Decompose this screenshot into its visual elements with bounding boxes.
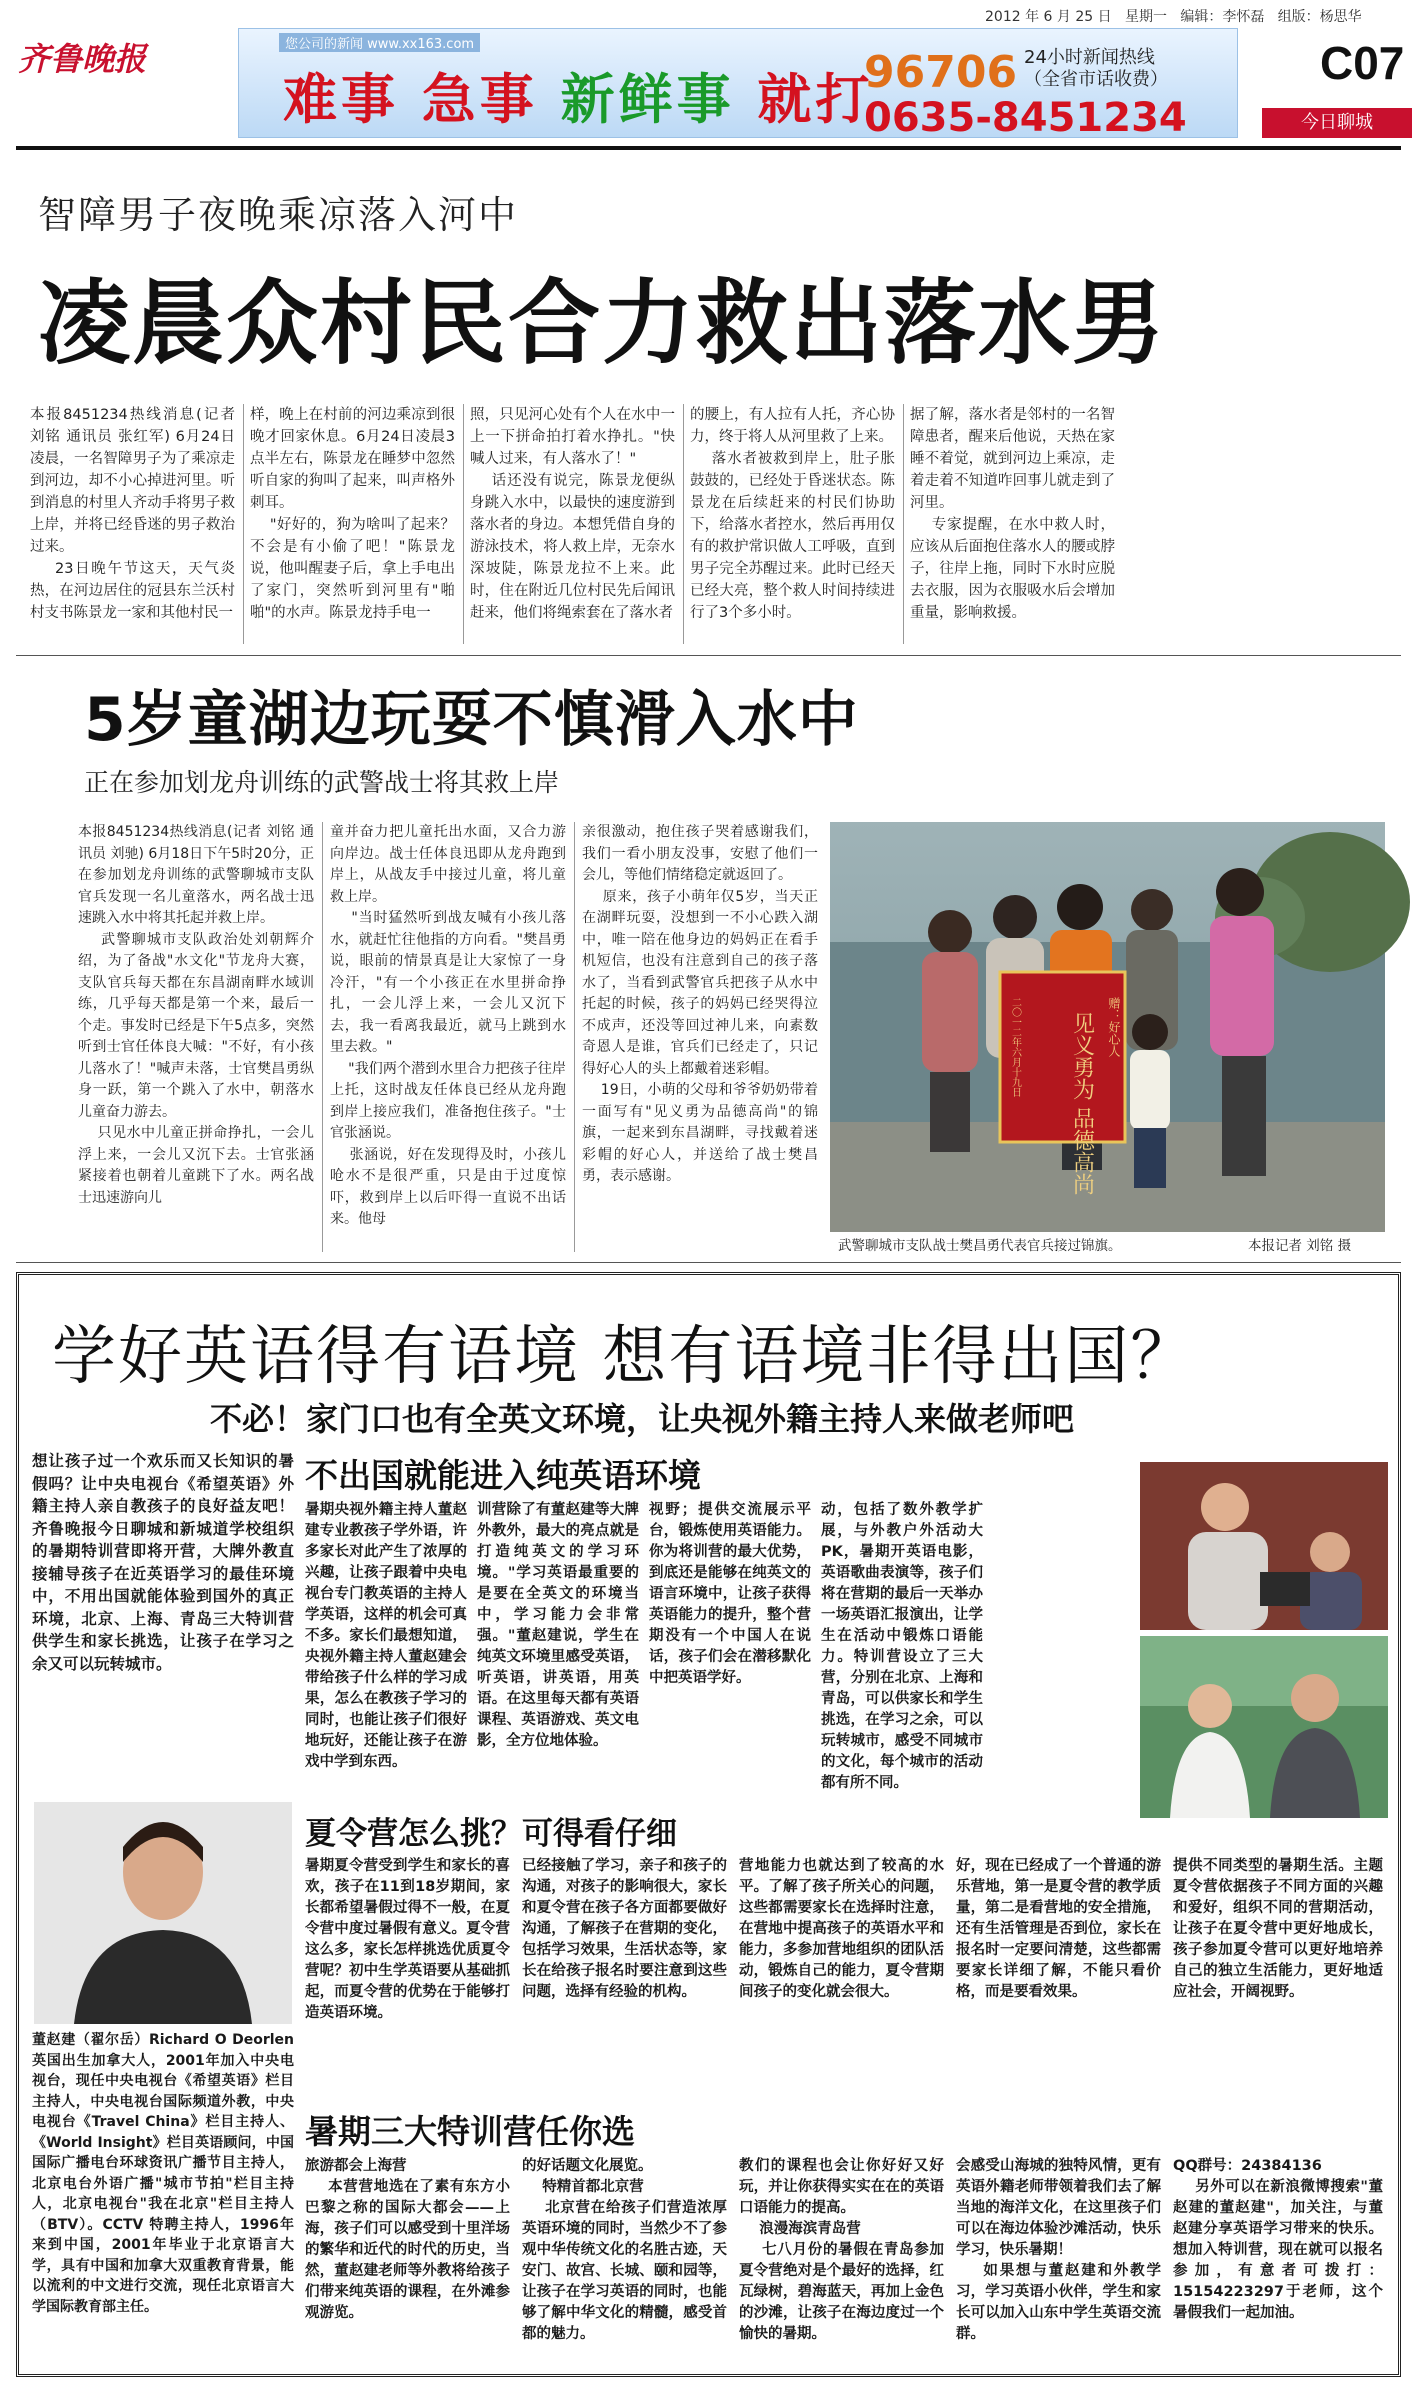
story2-col-2: 童并奋力把儿童托出水面，又合力游向岸边。战士任体良迅即从龙舟跑到岸上，从战友手中接过儿童，将儿童救上岸。 "当时猛然听到战友喊有小孩儿落水，就赶忙往他指的方向看。"樊昌勇说，眼前的情景真是让大家惊了一身冷汗，"有一个小孩正在水里拼命挣扎，一会儿浮上来，一会儿又沉下去，我一看离我最近，就马上跳到水里去救。" "我们两个潜到水里合力把孩子往岸上托，这时战友任体良已经从龙舟跑到岸上接应我们，准备抱住孩子。"士官张涵说。 张涵说，好在发现得及时，小孩儿呛水不是很严重，只是由于过度惊吓，救到岸上以后吓得一直说不出话来。他母 [330, 824, 566, 1227]
rescue-photo [830, 822, 1385, 1232]
banner-slogan-part3: 就打 [734, 68, 874, 131]
ad-s2-col-3: 营地能力也就达到了较高的水平。了解了孩子所关心的问题，这些都需要家长在选择时注意，在营地中提高孩子的英语水平和能力，多参加营地组织的团队活动，锻炼自己的能力，夏令营期间孩子的变化就会很大。 [739, 1858, 944, 2000]
ad-s2-col-1: 暑期夏令营受到学生和家长的喜欢，孩子在11到18岁期间，家长都希望暑假过得不一般，在夏令营中度过暑假有意义。夏令营这么多，家长怎样挑选优质夏令营呢？初中生学英语要从基础抓起，而夏令营的优势在于能够打造英语环境。 [305, 1858, 510, 2021]
hotline-notes [1024, 47, 1168, 91]
host-bio: 董赵建（翟尔岳）Richard O Deorlen 英国出生加拿大人，2001年加入中央电视台，现任中央电视台《希望英语》栏目主持人，中央电视台国际频道外教，中央电视台《Travel China》栏目主持人、《World Insight》栏目英语顾问，中国国际广播电台环球资讯广播节目主持人，北京电台外语广播"城市节拍"栏目主持人，北京电视台"我在北京"栏目主持人（BTV）。CCTV 特聘主持人，1996年来到中国，2001年毕业于北京语言大学，具有中国和加拿大双重教育背景，能以流利的中文进行交流，现任北京语言大学国际教育部主任。 [32, 2032, 299, 2315]
story1-headline: 凌晨众村民合力救出落水男 [38, 270, 1167, 377]
class-photo-2-scene [1140, 1636, 1388, 1818]
class-photo-1-scene [1140, 1462, 1388, 1630]
banner-small-text: 您公司的新闻 www.xx163.com [279, 33, 480, 52]
banner-slogan-part2: 新鲜事 [560, 68, 735, 131]
story1-col-2: 样，晚上在村前的河边乘凉到很晚才回家休息。6月24日凌晨3点半左右，陈景龙在睡梦中忽然听自家的狗叫了起来，叫声格外刺耳。 "好好的，狗为啥叫了起来？不会是有小偷了吧！"陈景龙说，他叫醒妻子后，拿上手电出了家门，突然听到河里有"啪啪"的水声。陈景龙持手电一 [250, 407, 456, 621]
banner-side-text: 赠：好心人 [1107, 997, 1121, 1057]
class-photo-1 [1140, 1462, 1388, 1630]
masthead-logo: 齐鲁晚报 [18, 40, 147, 78]
hotline-number-short: 96706 [864, 47, 1018, 98]
host-portrait-figure [34, 1802, 292, 2024]
ad-section-heading-2: 夏令营怎么挑？可得看仔细 [305, 1816, 677, 1852]
hotline-banner [238, 28, 1238, 141]
ad-s1-col-1: 暑期央视外籍主持人董赵建专业教孩子学外语，许多家长对此产生了浓厚的兴趣，让孩子跟着中央电视台专门教英语的主持人学英语，这样的机会可真不多。家长们最想知道，央视外籍主持人董赵建会带给孩子什么样的学习成果，怎么在教孩子学习的同时，也能让孩子们很好地玩好，还能让孩子在游戏中学到东西。 [305, 1502, 467, 1770]
section-label: 今日聊城 [1262, 108, 1412, 138]
class-photo-2 [1140, 1636, 1388, 1818]
layout-credit: 组版：杨思华 [1277, 9, 1362, 25]
ad-s3-col-1: 旅游都会上海营 本营营地选在了素有东方小巴黎之称的国际大都会——上海，孩子们可以感受到十里洋场的繁华和近代的时代的历史，当然，董赵建老师等外教将给孩子们带来纯英语的课程，在外滩参观游览。 [305, 2158, 510, 2321]
story2-col-3: 亲很激动，抱住孩子哭着感谢我们，我们一看小朋友没事，安慰了他们一会儿，等他们情绪稳定就返回了。 原来，孩子小萌年仅5岁，当天正在湖畔玩耍，没想到一不小心跌入湖中，唯一陪在他身边的妈妈正在看手机短信，也没有注意到自己的孩子落水了，当看到武警官兵把孩子从水中托起的时候，孩子的妈妈已经哭得泣不成声，还没等回过神儿来，向素数奇恩人是谁，官兵们已经走了，只记得好心人的头上都戴着迷彩帽。 19日，小萌的父母和爷爷奶奶带着一面写有"见义勇为品德高尚"的锦旗，一起来到东昌湖畔，寻找戴着迷彩帽的好心人，并送给了战士樊昌勇，表示感谢。 [582, 824, 818, 1184]
column-divider [903, 404, 904, 644]
ad-headline: 学好英语得有语境 想有语境非得出国？ [52, 1320, 1197, 1394]
rescue-photo-scene [830, 822, 1385, 1232]
ad-s1-col-3: 视野；提供交流展示平台，锻炼使用英语能力。你为将训营的最大优势，到底还是能够在纯英文的语言环境中，让孩子获得英语能力的提升，整个营期没有一个中国人在说话，孩子们会在潜移默化中把英语学好。 [649, 1502, 811, 1686]
ad-s2-col-4: 好，现在已经成了一个普通的游乐营地，第一是夏令营的教学质量，第二是看营地的安全措施，还有生活管理是否到位，家长在报名时一定要问清楚，这些都需要家长详细了解，不能只看价格，而是要看效果。 [956, 1858, 1161, 2000]
ad-section-heading-1: 不出国就能进入纯英语环境 [305, 1456, 701, 1495]
page-code: C07 [1320, 37, 1405, 89]
ad-s3-col-2: 的好话题文化展览。 特精首都北京营 北京营在给孩子们营造浓厚英语环境的同时，当然少不了参观中华传统文化的名胜古迹，天安门、故宫、长城、颐和园等，让孩子在学习英语的同时，也能够了解中华文化的精髓，感受首都的魅力。 [522, 2158, 727, 2342]
ad-subhead: 不必！家门口也有全英文环境，让央视外籍主持人来做老师吧 [210, 1400, 1075, 1438]
hotline-note-2: （全省市话收费） [1024, 69, 1168, 90]
column-divider [683, 404, 684, 644]
hotline-note-1: 24小时新闻热线 [1024, 47, 1155, 68]
hotline-number-long: 0635-8451234 [864, 95, 1187, 141]
ad-s2-col-5: 提供不同类型的暑期生活。主题夏令营依据孩子不同方面的兴趣和爱好，组织不同的营期活动，让孩子在夏令营中更好地成长，孩子参加夏令营可以更好地培养自己的独立生活能力，更好地适应社会，开阔视野。 [1173, 1858, 1383, 2000]
banner-date: 二〇一二年六月十九日 [1009, 997, 1021, 1097]
story1-col-3: 照，只见河心处有个人在水中一上一下拼命拍打着水挣扎。"快喊人过来，有人落水了！" 话还没有说完，陈景龙便纵身跳入水中，以最快的速度游到落水者的身边。本想凭借自身的游泳技术，将人救上岸，无奈水深坡陡，陈景龙拉不上来。此时，住在附近几位村民先后闻讯赶来，他们将绳索套在了落水者 [470, 407, 676, 621]
story1-kicker: 智障男子夜晚乘凉落入河中 [38, 193, 519, 237]
ad-s3-col-3: 教们的课程也会让你好好又好玩，并让你获得实实在在的英语口语能力的提高。 浪漫海滨青岛营 七八月份的暑假在青岛参加夏令营绝对是个最好的选择，红瓦绿树，碧海蓝天，再加上金色的沙滩，让孩子在海边度过一个愉快的暑期。 [739, 2158, 944, 2342]
ad-s2-col-2: 已经接触了学习，亲子和孩子的沟通，对孩子的影响很大，家长和夏令营在孩子各方面都要做好沟通，了解孩子在营期的变化，包括学习效果，生活状态等，家长在给孩子报名时要注意到这些问题，选择有经验的机构。 [522, 1858, 727, 2000]
story-divider [16, 655, 1401, 656]
story2-headline: 5岁童湖边玩耍不慎滑入水中 [84, 685, 859, 755]
ad-section-heading-3: 暑期三大特训营任你选 [305, 2112, 635, 2151]
story1-col-4: 的腰上，有人拉有人托，齐心协力，终于将人从河里救了上来。 落水者被救到岸上，肚子胀鼓鼓的，已经处于昏迷状态。陈景龙在后续赶来的村民们协助下，给落水者控水，然后再用仅有的救护常识做人工呼吸，直到男子完全苏醒过来。此时已经天已经大亮，整个救人时间持续进行了3个多小时。 [690, 407, 896, 621]
ad-s3-col-5: QQ群号：24384136 另外可以在新浪微博搜索"董赵建的董赵建"，加关注，与董赵建分享英语学习带来的快乐。想加入特训营，现在就可以报名参加，有意者可拨打：15154223297于老师，这个暑假我们一起加油。 [1173, 2158, 1383, 2321]
column-divider [322, 822, 323, 1252]
photo-caption [838, 1234, 1388, 1254]
story1-col-1: 本报8451234热线消息(记者 刘铭 通讯员 张红军) 6月24日凌晨，一名智障男子为了乘凉走到河边，却不小心掉进河里。听到消息的村里人齐动手将男子救上岸，并将已经昏迷的男子救治过来。 23日晚午节这天，天气炎热，在河边居住的冠县东兰沃村村支书陈景龙一家和其他村民一 [30, 407, 236, 621]
header-rule [16, 146, 1401, 150]
column-divider [243, 404, 244, 644]
caption-credit: 本报记者 刘铭 摄 [1248, 1238, 1352, 1254]
ad-s1-col-2: 训营除了有董赵建等大牌外教外，最大的亮点就是打造纯英文的学习环境。"学习英语最重要的是要在全英文的环境当中，学习能力会非常强。"董赵建说，学生在纯英文环境里感受英语，听英语，讲英语，用英语。在这里每天都有英语课程、英语游戏、英文电影，全方位地体验。 [477, 1502, 639, 1749]
ad-s1-col-4: 动，包括了数外教学扩展，与外教户外活动大PK，暑期开英语电影，英语歌曲表演等，孩子们将在营期的最后一天举办一场英语汇报演出，让学生在活动中锻炼口语能力。特训营设立了三大营，分别在北京、上海和青岛，可以供家长和学生挑选，在学习之余，可以玩转城市，感受不同城市的文化，每个城市的活动都有所不同。 [821, 1502, 983, 1791]
ad-intro: 想让孩子过一个欢乐而又长知识的暑假吗？让中央电视台《希望英语》外籍主持人亲自教孩子的良好益友吧！齐鲁晚报今日聊城和新城道学校组织的暑期特训营即将开营，大牌外教直接辅导孩子在近英语学习的最佳环境中，不用出国就能体验到国外的真正环境，北京、上海、青岛三大特训营供学生和家长挑选，让孩子在学习之余又可以玩转城市。 [32, 1452, 294, 1673]
caption-text: 武警聊城市支队战士樊昌勇代表官兵接过锦旗。 [838, 1238, 1122, 1254]
host-portrait [34, 1802, 292, 2024]
banner-text: 见义勇为 品德高尚 [1069, 1012, 1095, 1195]
date: 2012 年 6 月 25 日 [985, 9, 1112, 25]
banner-slogan-part1: 难事 急事 [283, 68, 561, 131]
column-divider [574, 822, 575, 1252]
banner-slogan [283, 57, 873, 134]
editor: 编辑：李怀磊 [1180, 9, 1265, 25]
story2-subhead: 正在参加划龙舟训练的武警战士将其救上岸 [84, 768, 560, 797]
story2-col-1: 本报8451234热线消息(记者 刘铭 通讯员 刘驰) 6月18日下午5时20分，正在参加划龙舟训练的武警聊城市支队官兵发现一名儿童落水，两名战士迅速跳入水中将其托起并救上岸。 武警聊城市支队政治处刘朝辉介绍，为了备战"水文化"节龙舟大赛，支队官兵每天都在东昌湖南畔水域训练，几乎每天都是第一个来，最后一个走。事发时已经是下午5点多，突然听到士官任体良大喊："不好，有小孩儿落水了！"喊声未落，士官樊昌勇纵身一跃，第一个跳入了水中，朝落水儿童奋力游去。 只见水中儿童正拼命挣扎，一会儿浮上来，一会儿又沉下去。士官张涵紧接着也朝着儿童跳下了水。两名战士迅速游向儿 [78, 824, 314, 1206]
weekday: 星期一 [1124, 9, 1167, 25]
column-divider [463, 404, 464, 644]
story1-col-5: 据了解，落水者是邻村的一名智障患者，醒来后他说，天热在家睡不着觉，就到河边上乘凉，走着走着不知道咋回事儿就走到了河里。 专家提醒，在水中救人时，应该从后面抱住落水人的腰或脖子，往岸上拖，同时下水时应脱去衣服，因为衣服吸水后会增加重量，影响救援。 [910, 407, 1116, 621]
date-line [985, 6, 1362, 26]
ad-s3-col-4: 会感受山海城的独特风情，更有英语外籍老师带领着我们去了解当地的海洋文化，在这里孩子们可以在海边体验沙滩活动，快乐学习，快乐暑期！ 如果想与董赵建和外教学习，学习英语小伙伴，学生和家长可以加入山东中学生英语交流群。 [956, 2158, 1161, 2342]
story-divider [16, 1262, 1401, 1263]
